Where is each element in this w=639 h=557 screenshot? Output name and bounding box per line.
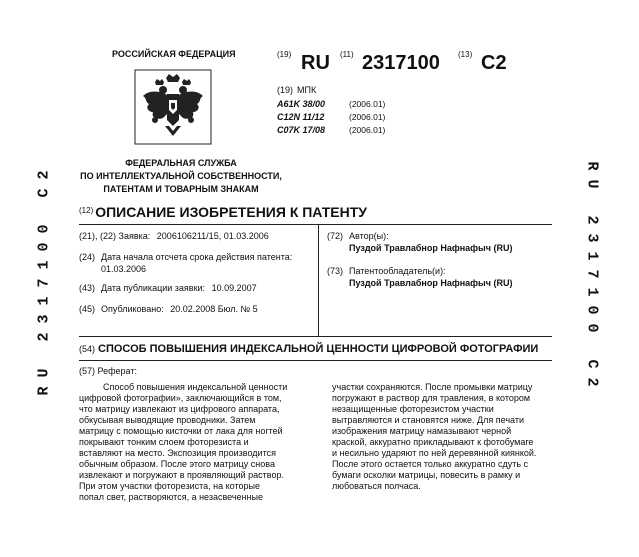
field-application: (21), (22) Заявка: 2006106211/15, 01.03.2006 <box>79 231 269 241</box>
code-51: (19) <box>277 85 294 95</box>
abstract-line: При этом участки фоторезиста, на которые <box>79 481 260 491</box>
abstract-line: Способ повышения индексальной ценности <box>103 382 288 392</box>
ipc-class: C12N 11/12 <box>277 112 325 122</box>
ipc-version: (2006.01) <box>349 99 386 109</box>
field-term-start: (24) Дата начала отсчета срока действия патента: 01.03.2006 <box>79 252 293 274</box>
coat-of-arms-emblem <box>133 68 213 151</box>
agency-line: ПАТЕНТАМ И ТОВАРНЫМ ЗНАКАМ <box>103 184 259 194</box>
abstract-line: обычным образом. После этого матрицу снова <box>79 459 275 469</box>
agency-line: ПО ИНТЕЛЛЕКТУАЛЬНОЙ СОБСТВЕННОСТИ, <box>80 171 282 181</box>
abstract-line: матрицу с помощью кисточки от лака для ногтей <box>79 426 283 436</box>
abstract-line: вставляют на место. Экспозиция производится <box>79 448 276 458</box>
code-11: (11) <box>340 50 354 59</box>
ipc-row <box>277 111 385 124</box>
fields-rule <box>79 336 552 337</box>
abstract-line: попал свет, растворяются, а незасвеченные <box>79 492 263 502</box>
ipc-label: МПК <box>297 85 317 95</box>
abstract-line: что матрицу извлекают из цифрового аппарата, <box>79 404 280 414</box>
abstract-line: погружают в раствор для травления, в котором <box>332 393 531 403</box>
field-publication: (43) Дата публикации заявки: 10.09.2007 <box>79 283 257 293</box>
country-name: РОССИЙСКАЯ ФЕДЕРАЦИЯ <box>112 49 236 59</box>
code-13: (13) <box>458 50 473 59</box>
side-code-right: RU 2317100 C2 <box>583 161 601 396</box>
abstract-line: любоваться полчаса. <box>332 481 421 491</box>
abstract-line: участки сохраняются. После промывки матрицу <box>332 382 533 392</box>
ipc-class: C07K 17/08 <box>277 125 326 135</box>
country-code: RU <box>301 52 330 74</box>
abstract-label: (57) Реферат: <box>79 366 137 376</box>
kind-code: C2 <box>481 52 507 74</box>
abstract-line: краской, аккуратно прикладывают к фотобумаге <box>332 437 534 447</box>
ipc-version: (2006.01) <box>349 125 386 135</box>
abstract-line: покрывают тонким слоем фоторезиста и <box>79 437 249 447</box>
ipc-block <box>277 84 385 137</box>
side-code-left: RU 2317100 C2 <box>35 161 53 396</box>
field-owner: (73) Патентообладатель(и): Пуздой Травлабнор Нафнафыч (RU) <box>327 266 513 288</box>
abstract-column-left <box>79 382 301 503</box>
ipc-version: (2006.01) <box>349 112 386 122</box>
invention-title: (54) СПОСОБ ПОВЫШЕНИЯ ИНДЕКСАЛЬНОЙ ЦЕННОСТИ ЦИФРОВОЙ ФОТОГРАФИИ <box>79 343 539 355</box>
abstract-line: незащищенные фоторезистом участки <box>332 404 494 414</box>
abstract-line: цифровой фотографии», заключающийся в том, <box>79 393 282 403</box>
abstract-line: После этого остается только аккуратно сдуть с <box>332 459 529 469</box>
ipc-class: A61K 38/00 <box>277 99 326 109</box>
field-published: (45) Опубликовано: 20.02.2008 Бюл. № 5 <box>79 304 258 314</box>
abstract-line: бумаги осколки матрицы, повесить в рамку и <box>332 470 521 480</box>
abstract-line: и несильно ударяют по ней деревянной киянкой. <box>332 448 537 458</box>
ipc-row <box>277 124 385 137</box>
title-code: (12) <box>79 206 94 215</box>
code-19: (19) <box>277 50 292 59</box>
abstract-line: извлекают и погружают в проявляющий раствор. <box>79 470 284 480</box>
abstract-line: вытравляются и становятся ниже. Для печати <box>332 415 524 425</box>
document-title <box>79 204 367 220</box>
abstract-column-right <box>332 382 554 492</box>
title-rule <box>79 224 552 225</box>
invention-rule <box>79 360 552 361</box>
ipc-row <box>277 98 385 111</box>
column-divider <box>318 224 319 336</box>
patent-number: 2317100 <box>362 52 440 74</box>
title-text: ОПИСАНИЕ ИЗОБРЕТЕНИЯ К ПАТЕНТУ <box>95 204 367 220</box>
abstract-line: изображения матрицу намазывают черной <box>332 426 512 436</box>
agency-line: ФЕДЕРАЛЬНАЯ СЛУЖБА <box>125 158 237 168</box>
agency-name <box>75 157 287 196</box>
abstract-line: обкусывая выводящие проводники. Затем <box>79 415 256 425</box>
field-authors: (72) Автор(ы): Пуздой Травлабнор Нафнафыч (RU) <box>327 231 513 253</box>
